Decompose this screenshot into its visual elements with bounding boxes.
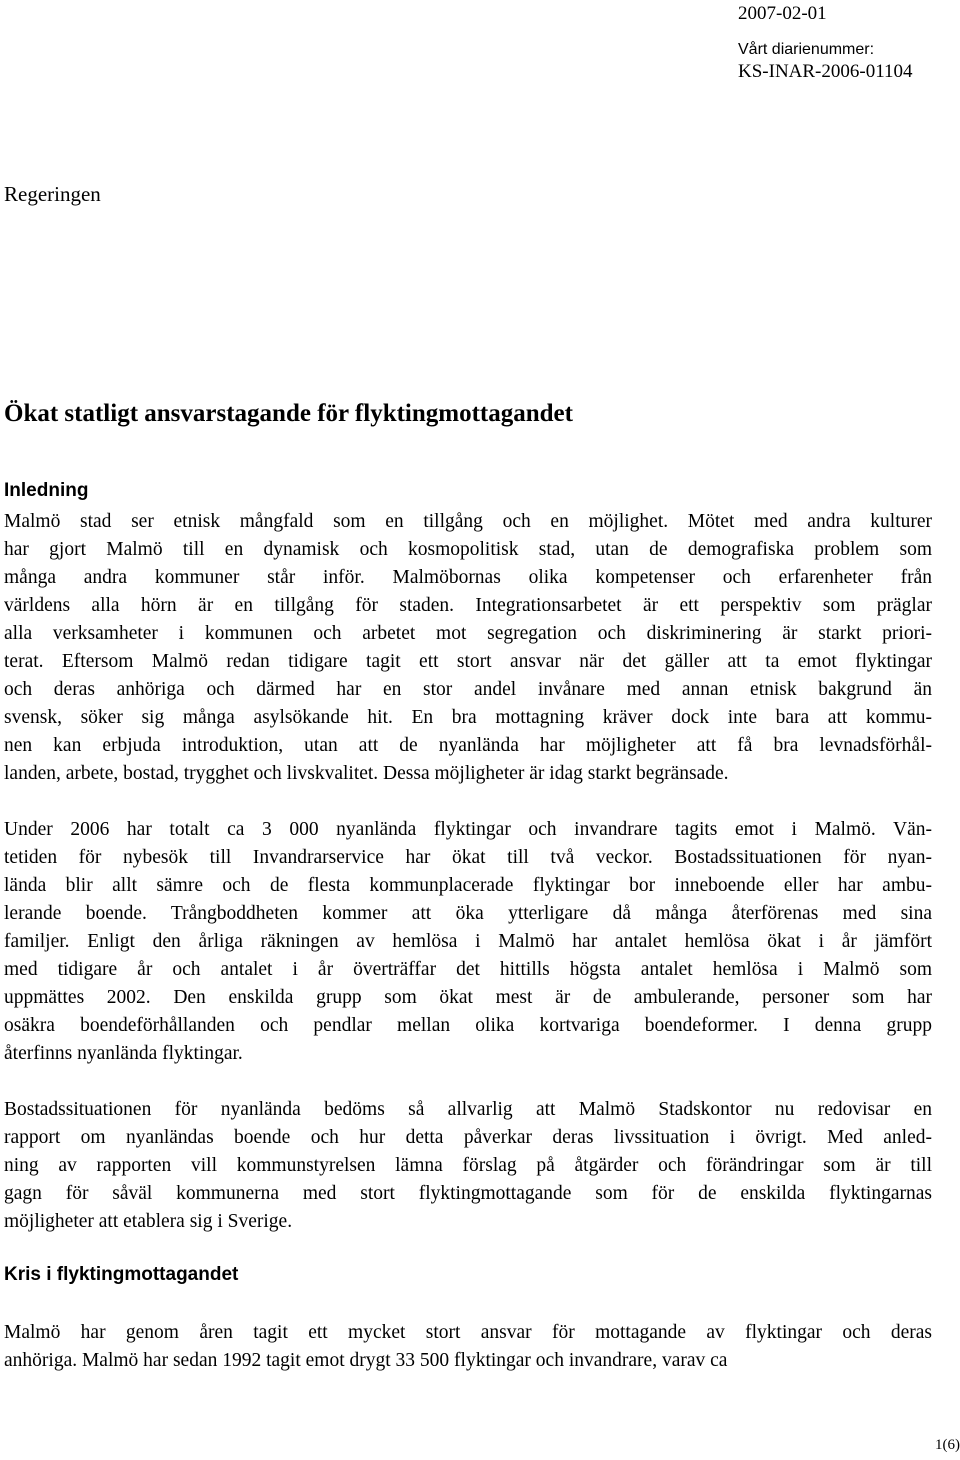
text-line: tetiden för nybesök till Invandrarservice har ökat till två veckor. Bostadssituationen för nyan-	[4, 847, 932, 868]
text-line: ning av rapporten vill kommunstyrelsen lämna förslag på åtgärder och förändringar som är till	[4, 1155, 932, 1176]
text-line: anhöriga. Malmö har sedan 1992 tagit emot drygt 33 500 flyktingar och invandrare, varav ca	[4, 1350, 728, 1371]
text-line: gagn för såväl kommunerna med stort flyktingmottagande som för de enskilda flyktingarnas	[4, 1183, 932, 1204]
reference-number: KS-INAR-2006-01104	[738, 61, 913, 82]
text-line: landen, arbete, bostad, trygghet och livskvalitet. Dessa möjligheter är idag starkt begränsade.	[4, 763, 729, 784]
text-line: världens alla hörn är en tillgång för staden. Integrationsarbetet är ett perspektiv som präglar	[4, 595, 932, 616]
text-line: nen kan erbjuda introduktion, utan att de nyanlända har möjligheter att få bra levnadsförhål-	[4, 735, 932, 756]
text-line: har gjort Malmö till en dynamisk och kosmopolitisk stad, utan de demografiska problem som	[4, 539, 932, 560]
text-line: Malmö har genom åren tagit ett mycket stort ansvar för mottagande av flyktingar och deras	[4, 1322, 932, 1343]
section-heading-intro: Inledning	[4, 480, 89, 501]
text-line: alla verksamheter i kommunen och arbetet mot segregation och diskriminering är starkt priori-	[4, 623, 932, 644]
text-line: terat. Eftersom Malmö redan tidigare tagit ett stort ansvar när det gäller att ta emot flyktingar	[4, 651, 932, 672]
text-line: osäkra boendeförhållanden och pendlar mellan olika kortvariga boendeformer. I denna grupp	[4, 1015, 932, 1036]
text-line: lerande boende. Trångboddheten kommer att öka ytterligare då många återförenas med sina	[4, 903, 932, 924]
section-heading-crisis: Kris i flyktingmottagandet	[4, 1264, 239, 1285]
text-line: Under 2006 har totalt ca 3 000 nyanlända flyktingar och invandrare tagits emot i Malmö. Vän-	[4, 819, 932, 840]
text-line: Malmö stad ser etnisk mångfald som en tillgång och en möjlighet. Mötet med andra kulturer	[4, 511, 932, 532]
text-line: svensk, söker sig många asylsökande hit. En bra mottagning kräver dock inte bara att kommu-	[4, 707, 932, 728]
reference-label: Vårt diarienummer:	[738, 41, 875, 58]
text-line: och deras anhöriga och därmed har en stor andel invånare med annan etnisk bakgrund än	[4, 679, 932, 700]
text-line: uppmättes 2002. Den enskilda grupp som ökat mest är de ambulerande, personer som har	[4, 987, 932, 1008]
document-title: Ökat statligt ansvarstagande för flyktingmottagandet	[4, 400, 573, 427]
text-line: många andra kommuner står inför. Malmöbornas olika kompetenser och erfarenheter från	[4, 567, 932, 588]
text-line: lända blir allt sämre och de flesta kommunplacerade flyktingar bor inneboende eller har ambu-	[4, 875, 932, 896]
text-line: rapport om nyanländas boende och hur detta påverkar deras livssituation i övrigt. Med anled-	[4, 1127, 932, 1148]
text-line: Bostadssituationen för nyanlända bedöms så allvarlig att Malmö Stadskontor nu redovisar en	[4, 1099, 932, 1120]
text-line: återfinns nyanlända flyktingar.	[4, 1043, 243, 1064]
document-date: 2007-02-01	[738, 3, 827, 24]
text-line: möjligheter att etablera sig i Sverige.	[4, 1211, 293, 1232]
text-line: familjer. Enligt den årliga räkningen av hemlösa i Malmö har antalet hemlösa ökat i år jämfört	[4, 931, 932, 952]
text-line: med tidigare år och antalet i år överträffar det hittills högsta antalet hemlösa i Malmö som	[4, 959, 932, 980]
recipient: Regeringen	[4, 182, 101, 206]
page-number: 1(6)	[935, 1437, 960, 1453]
